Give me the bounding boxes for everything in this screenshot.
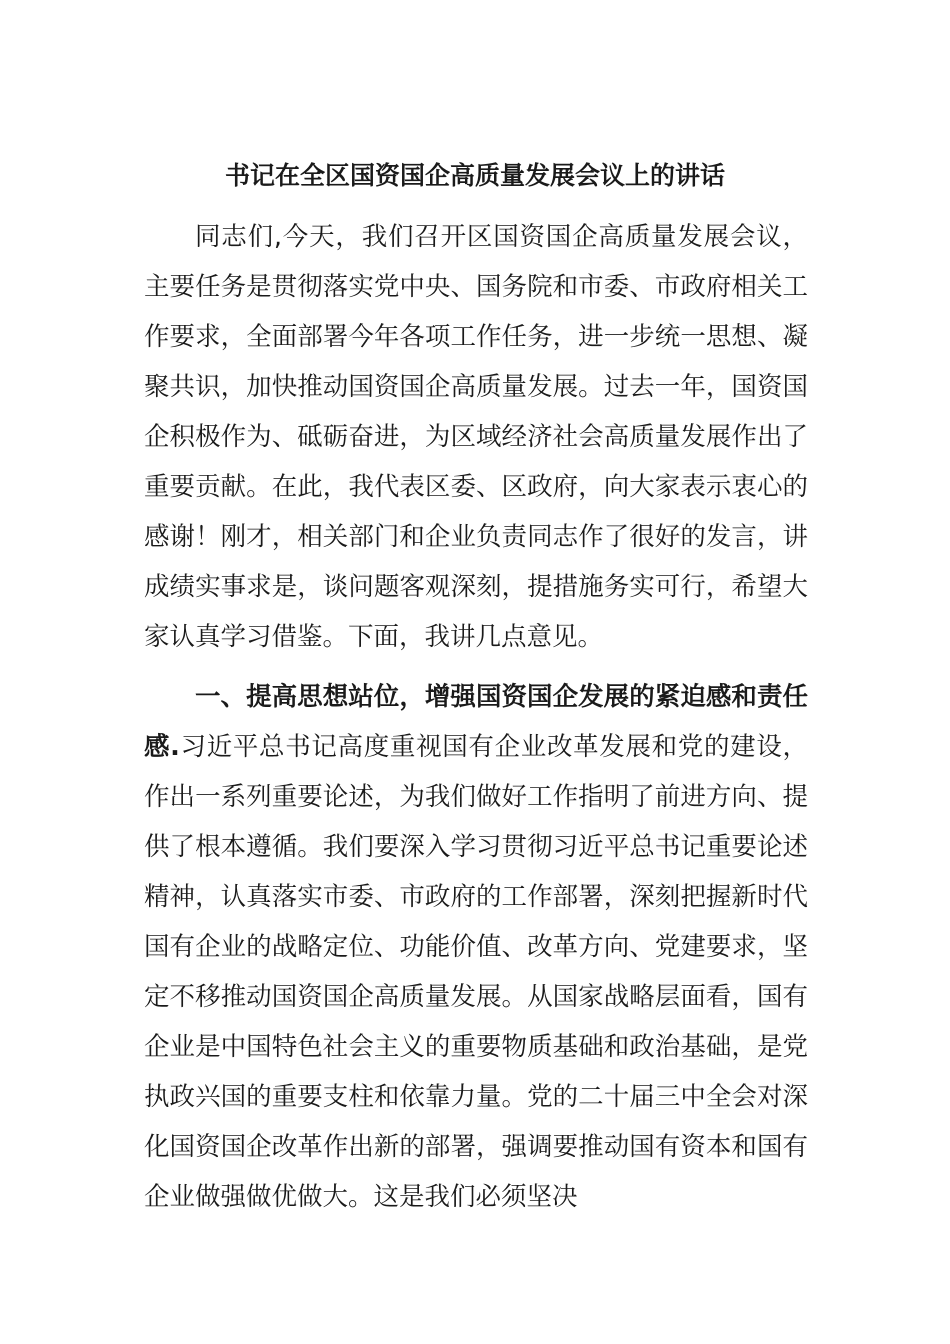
paragraph-opening <box>144 212 808 662</box>
paragraph-section-one <box>144 672 808 1222</box>
section-one-heading: 一、提高思想站位，增强国资国企发展的紧迫感和责任感. <box>144 682 808 762</box>
document-title: 书记在全区国资国企高质量发展会议上的讲话 <box>224 161 725 190</box>
paragraph-opening-text: 同志们,今天，我们召开区国资国企高质量发展会议，主要任务是贯彻落实党中央、国务院和市委、市政府相关工作要求，全面部署今年各项工作任务，进一步统一思想、凝聚共识，加快推动国资国企高质量发展。过去一年，国资国企积极作为、砥砺奋进，为区域经济社会高质量发展作出了重要贡献。在此，我代表区委、区政府，向大家表示衷心的感谢！刚才，相关部门和企业负责同志作了很好的发言，讲成绩实事求是，谈问题客观深刻，提措施务实可行，希望大家认真学习借鉴。下面，我讲几点意见。 <box>144 222 808 652</box>
section-one-text: 习近平总书记高度重视国有企业改革发展和党的建设，作出一系列重要论述，为我们做好工作指明了前进方向、提供了根本遵循。我们要深入学习贯彻习近平总书记重要论述精神，认真落实市委、市政府的工作部署，深刻把握新时代国有企业的战略定位、功能价值、改革方向、党建要求，坚定不移推动国资国企高质量发展。从国家战略层面看，国有企业是中国特色社会主义的重要物质基础和政治基础，是党执政兴国的重要支柱和依靠力量。党的二十届三中全会对深化国资国企改革作出新的部署，强调要推动国有资本和国有企业做强做优做大。这是我们必须坚决 <box>144 732 808 1212</box>
